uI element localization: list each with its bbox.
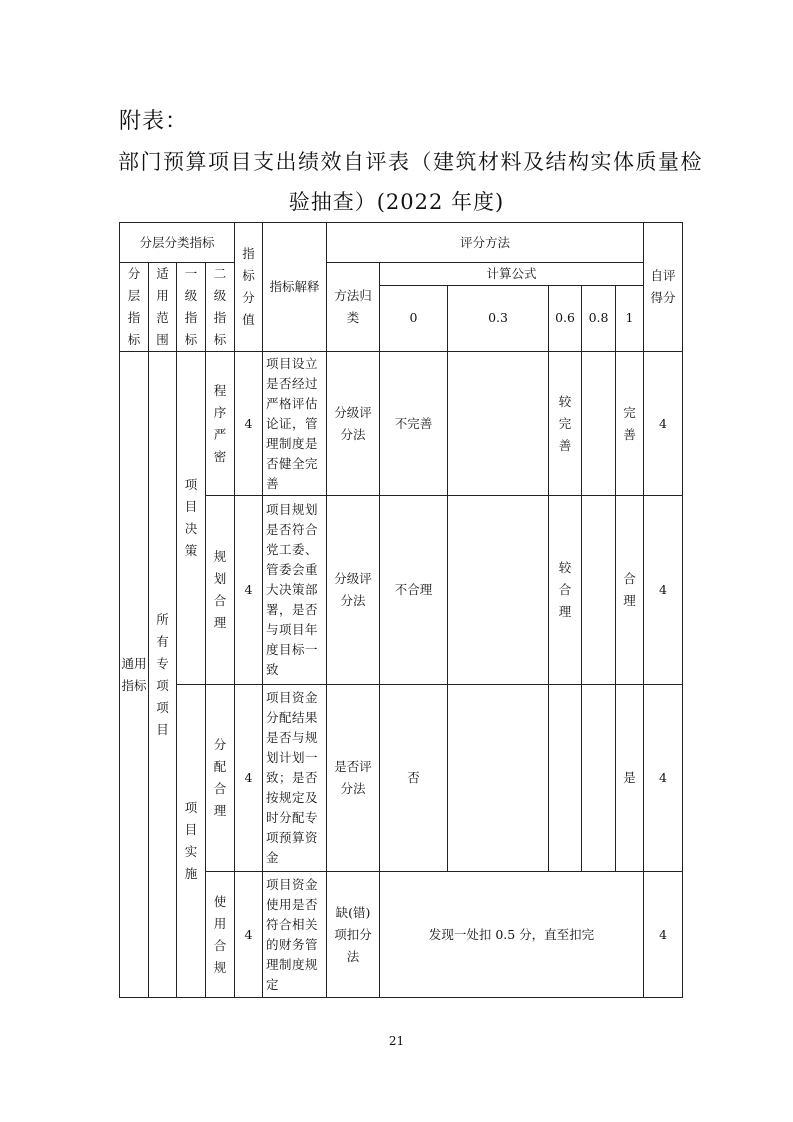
explanation-cell: 项目规划 是否符合 党工委、 管委会重 大决策部 署，是否 与项目年 度目标一 致 [263, 496, 327, 685]
level2-cell: 分配合理 [206, 685, 235, 872]
self-score-cell: 4 [644, 685, 683, 872]
criteria-1: 完善 [616, 352, 644, 496]
header-explanation: 指标解释 [263, 223, 327, 352]
score-cell: 4 [235, 685, 263, 872]
self-score-cell: 4 [644, 872, 683, 998]
header-col-03: 0.3 [448, 285, 549, 351]
header-layer-index: 分层指标 [120, 263, 149, 352]
criteria-03 [448, 496, 549, 685]
header-calc-formula: 计算公式 [380, 263, 644, 286]
level1-decision: 项目决策 [177, 352, 206, 685]
method-cell: 缺(错) 项扣分 法 [327, 872, 380, 998]
score-cell: 4 [235, 352, 263, 496]
criteria-06: 较完善 [549, 352, 582, 496]
level1-implementation: 项目实施 [177, 685, 206, 998]
header-self-score: 自评得分 [644, 223, 683, 352]
criteria-0: 否 [380, 685, 448, 872]
explanation-cell: 项目设立 是否经过 严格评估 论证，管 理制度是 否健全完 善 [263, 352, 327, 496]
criteria-1: 合理 [616, 496, 644, 685]
header-col-0: 0 [380, 285, 448, 351]
method-cell: 分级评 分法 [327, 352, 380, 496]
level2-cell: 规划合理 [206, 496, 235, 685]
level2-cell: 程序严密 [206, 352, 235, 496]
header-col-1: 1 [616, 285, 644, 351]
criteria-1: 是 [616, 685, 644, 872]
page-title-line2: 验抽查）(2022 年度) [288, 190, 505, 214]
criteria-0: 不合理 [380, 496, 448, 685]
criteria-06: 较合理 [549, 496, 582, 685]
criteria-06 [549, 685, 582, 872]
header-method-class: 方法归类 [327, 263, 380, 352]
criteria-08 [582, 496, 616, 685]
header-col-06: 0.6 [549, 285, 582, 351]
score-cell: 4 [235, 496, 263, 685]
explanation-cell: 项目资金 使用是否 符合相关 的财务管 理制度规 定 [263, 872, 327, 998]
table-header-row [120, 223, 683, 263]
criteria-03 [448, 685, 549, 872]
page-title-line1: 部门预算项目支出绩效自评表（建筑材料及结构实体质量检 [118, 150, 703, 174]
criteria-08 [582, 352, 616, 496]
header-scoring-method: 评分方法 [327, 223, 644, 263]
scope-cell: 所有专项项目 [149, 352, 177, 998]
self-score-cell: 4 [644, 352, 683, 496]
method-cell: 分级评 分法 [327, 496, 380, 685]
criteria-03 [448, 352, 549, 496]
table-header-row [120, 263, 683, 286]
header-index-score: 指标分值 [235, 223, 263, 352]
evaluation-table [119, 222, 683, 998]
method-cell: 是否评 分法 [327, 685, 380, 872]
table-row [120, 685, 683, 872]
layer-cell: 通用指标 [120, 352, 149, 998]
formula-cell: 发现一处扣 0.5 分，直至扣完 [380, 872, 644, 998]
header-level2: 二级指标 [206, 263, 235, 352]
level2-cell: 使用合规 [206, 872, 235, 998]
explanation-cell: 项目资金 分配结果 是否与规 划计划一 致；是否 按规定及 时分配专 项预算资 金 [263, 685, 327, 872]
header-scope: 适用范围 [149, 263, 177, 352]
self-score-cell: 4 [644, 496, 683, 685]
header-layer-category: 分层分类指标 [120, 223, 235, 263]
appendix-label: 附表： [119, 109, 189, 134]
header-col-08: 0.8 [582, 285, 616, 351]
header-level1: 一级指标 [177, 263, 206, 352]
page-number: 21 [388, 1034, 405, 1048]
score-cell: 4 [235, 872, 263, 998]
table-row [120, 352, 683, 496]
criteria-0: 不完善 [380, 352, 448, 496]
criteria-08 [582, 685, 616, 872]
